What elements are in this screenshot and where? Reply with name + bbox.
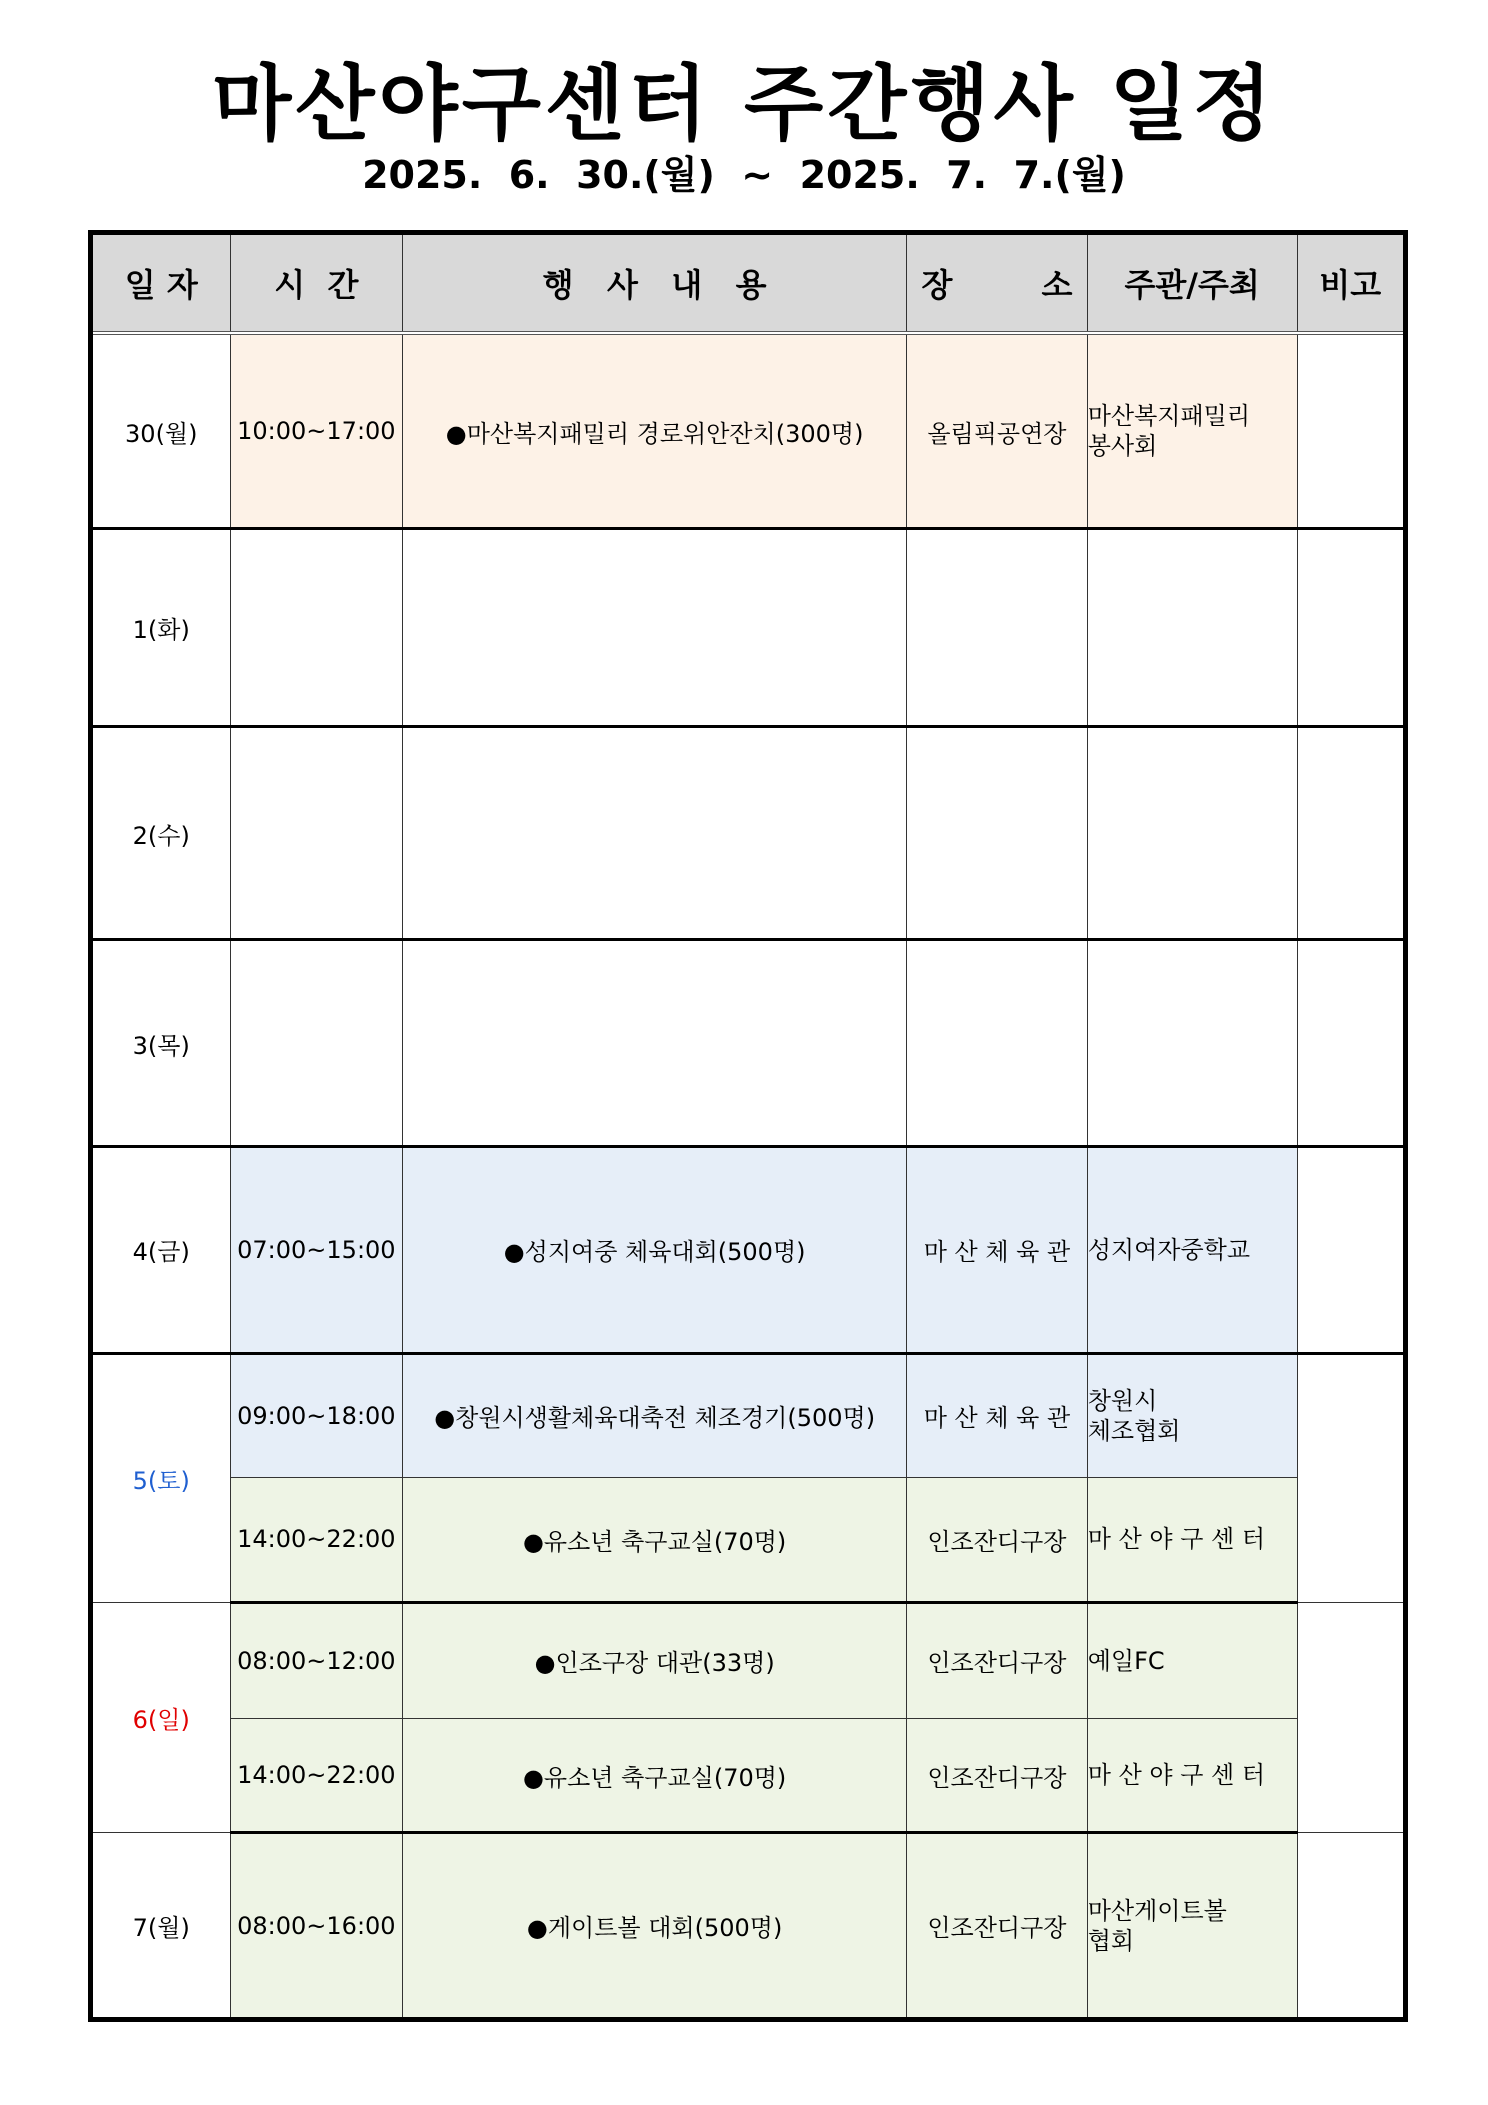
place-cell: 올림픽공연장 <box>907 333 1088 529</box>
date-cell: 6(일) <box>91 1602 231 1833</box>
event-cell <box>403 726 907 940</box>
note-cell <box>1297 940 1405 1147</box>
host-line: 봉사회 <box>1087 432 1158 461</box>
date-cell: 7(월) <box>91 1833 231 2020</box>
table-row <box>91 1478 1406 1602</box>
date-cell: 30(월) <box>91 333 231 529</box>
note-cell <box>1297 1147 1405 1354</box>
date-cell: 4(금) <box>91 1147 231 1354</box>
host-cell <box>1087 1353 1297 1477</box>
event-cell: ●유소년 축구교실(70명) <box>403 1478 907 1602</box>
host-line: 예일FC <box>1087 1646 1165 1675</box>
place-cell: 인조잔디구장 <box>907 1602 1088 1718</box>
event-cell: ●인조구장 대관(33명) <box>403 1602 907 1718</box>
date-cell: 5(토) <box>91 1353 231 1602</box>
host-line: 마산게이트볼 <box>1087 1896 1227 1925</box>
event-cell <box>403 940 907 1147</box>
page-title: 마산야구센터 주간행사 일정 <box>212 57 1276 152</box>
event-cell: ●성지여중 체육대회(500명) <box>403 1147 907 1354</box>
event-cell: ●창원시생활체육대축전 체조경기(500명) <box>403 1353 907 1477</box>
note-cell <box>1297 1833 1405 2020</box>
place-cell: 인조잔디구장 <box>907 1718 1088 1832</box>
host-line: 창원시 <box>1087 1386 1158 1415</box>
note-cell <box>1297 333 1405 529</box>
place-cell: 인조잔디구장 <box>907 1833 1088 2020</box>
table-row <box>91 1147 1406 1354</box>
host-cell <box>1087 940 1297 1147</box>
host-cell <box>1087 529 1297 727</box>
header-date: 일 자 <box>91 233 231 334</box>
place-cell: 마 산 체 육 관 <box>907 1353 1088 1477</box>
date-cell: 1(화) <box>91 529 231 727</box>
header-host: 주관/주최 <box>1087 233 1297 334</box>
time-cell: 08:00~12:00 <box>230 1602 403 1718</box>
date-range: 2025. 6. 30.(월) ~ 2025. 7. 7.(월) <box>362 153 1126 197</box>
header-time: 시 간 <box>230 233 403 334</box>
host-cell <box>1087 726 1297 940</box>
header-content: 행 사 내 용 <box>403 233 907 334</box>
host-cell <box>1087 1147 1297 1354</box>
host-cell <box>1087 1833 1297 2020</box>
table-row <box>91 940 1406 1147</box>
event-cell <box>403 529 907 727</box>
time-cell <box>230 529 403 727</box>
host-line: 협회 <box>1087 1926 1135 1955</box>
table-row <box>91 1602 1406 1718</box>
table-row <box>91 529 1406 727</box>
host-cell <box>1087 1602 1297 1718</box>
header-row <box>91 233 1406 334</box>
time-cell: 14:00~22:00 <box>230 1478 403 1602</box>
event-cell: ●유소년 축구교실(70명) <box>403 1718 907 1832</box>
host-cell <box>1087 333 1297 529</box>
host-line: 성지여자중학교 <box>1087 1235 1251 1264</box>
header-note: 비고 <box>1297 233 1405 334</box>
host-line: 마 산 야 구 센 터 <box>1087 1525 1265 1554</box>
note-cell <box>1297 529 1405 727</box>
place-cell <box>907 940 1088 1147</box>
time-cell <box>230 940 403 1147</box>
place-cell <box>907 726 1088 940</box>
host-line: 체조협회 <box>1087 1416 1181 1445</box>
host-line: 마산복지패밀리 <box>1087 402 1251 431</box>
time-cell: 14:00~22:00 <box>230 1718 403 1832</box>
note-cell <box>1297 1602 1405 1833</box>
event-cell: ●마산복지패밀리 경로위안잔치(300명) <box>403 333 907 529</box>
place-cell <box>907 529 1088 727</box>
place-cell: 인조잔디구장 <box>907 1478 1088 1602</box>
date-cell: 3(목) <box>91 940 231 1147</box>
table-row <box>91 1353 1406 1477</box>
time-cell: 09:00~18:00 <box>230 1353 403 1477</box>
table-row <box>91 1718 1406 1832</box>
table-row <box>91 333 1406 529</box>
table-row <box>91 726 1406 940</box>
time-cell: 10:00~17:00 <box>230 333 403 529</box>
date-cell: 2(수) <box>91 726 231 940</box>
time-cell <box>230 726 403 940</box>
host-cell <box>1087 1718 1297 1832</box>
schedule-table <box>88 230 1408 2022</box>
note-cell <box>1297 1353 1405 1602</box>
time-cell: 08:00~16:00 <box>230 1833 403 2020</box>
time-cell: 07:00~15:00 <box>230 1147 403 1354</box>
host-line: 마 산 야 구 센 터 <box>1087 1761 1265 1790</box>
host-cell <box>1087 1478 1297 1602</box>
header-place: 장 소 <box>907 233 1088 334</box>
table-row <box>91 1833 1406 2020</box>
event-cell: ●게이트볼 대회(500명) <box>403 1833 907 2020</box>
note-cell <box>1297 726 1405 940</box>
place-cell: 마 산 체 육 관 <box>907 1147 1088 1354</box>
